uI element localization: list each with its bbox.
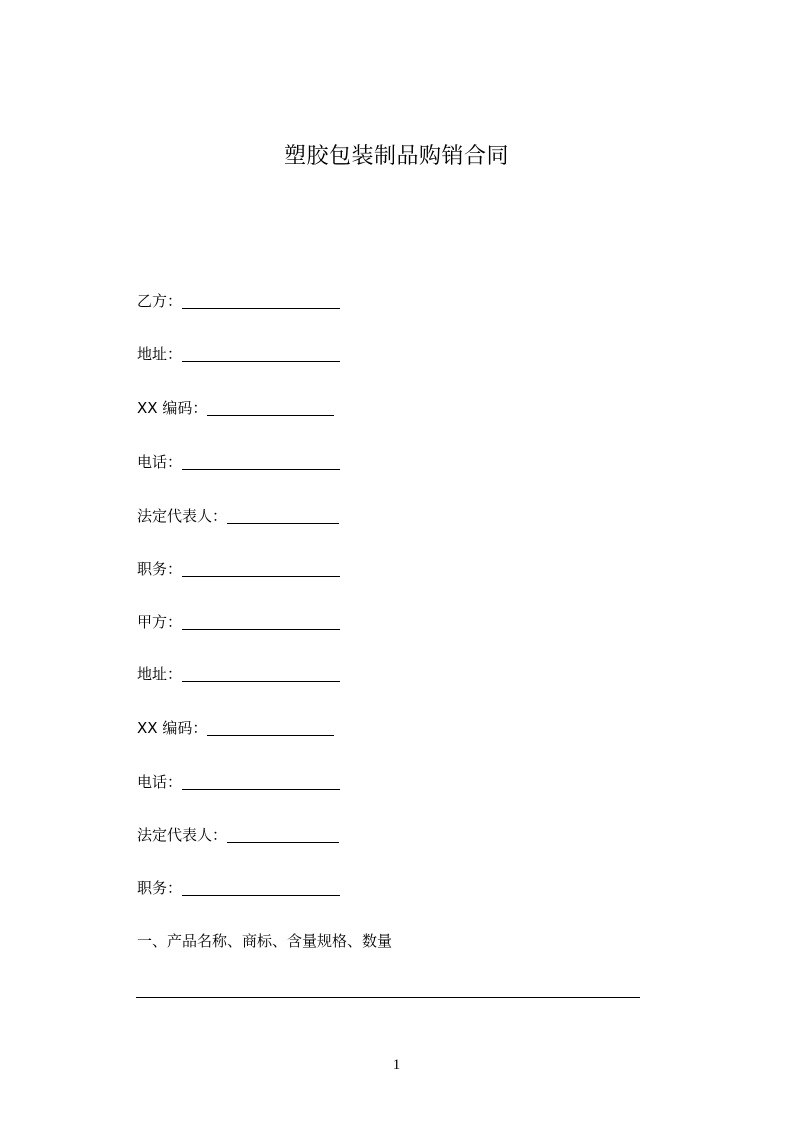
fill-in-line[interactable] — [227, 519, 339, 524]
party-b-position-field — [137, 557, 340, 579]
field-label: 乙方： — [137, 292, 183, 310]
section-heading: 一、产品名称、商标、含量规格、数量 — [137, 932, 393, 950]
fill-in-line[interactable] — [182, 357, 340, 362]
fill-in-line[interactable] — [182, 891, 340, 896]
page-number: 1 — [392, 1057, 401, 1073]
fill-in-line[interactable] — [182, 304, 340, 309]
party-a-address-field — [137, 662, 340, 684]
party-a-phone-field — [137, 770, 340, 792]
field-label: XX 编码： — [137, 719, 208, 737]
party-a-field — [137, 610, 340, 632]
document-title: 塑胶包装制品购销合同 — [283, 144, 509, 169]
fill-in-line[interactable] — [207, 411, 334, 416]
field-label: 法定代表人： — [137, 507, 228, 525]
fill-in-line[interactable] — [182, 625, 340, 630]
field-label: 地址： — [137, 665, 183, 683]
party-a-legal-rep-field — [137, 823, 339, 845]
fill-in-line[interactable] — [182, 465, 340, 470]
fill-in-line[interactable] — [182, 677, 340, 682]
field-label: 职务： — [137, 879, 183, 897]
field-label: 地址： — [137, 345, 183, 363]
party-b-address-field — [137, 342, 340, 364]
field-label: 法定代表人： — [137, 826, 228, 844]
party-b-postcode-field — [137, 396, 334, 418]
fill-in-line[interactable] — [227, 838, 339, 843]
party-a-position-field — [137, 876, 340, 898]
party-b-legal-rep-field — [137, 504, 339, 526]
field-label: 电话： — [137, 773, 183, 791]
party-b-phone-field — [137, 450, 340, 472]
field-label: 电话： — [137, 453, 183, 471]
field-label: XX 编码： — [137, 399, 208, 417]
fill-in-line-full-width[interactable] — [136, 997, 640, 998]
party-a-postcode-field — [137, 716, 334, 738]
fill-in-line[interactable] — [182, 785, 340, 790]
fill-in-line[interactable] — [182, 572, 340, 577]
party-b-field — [137, 289, 340, 311]
field-label: 甲方： — [137, 613, 183, 631]
field-label: 职务： — [137, 560, 183, 578]
fill-in-line[interactable] — [207, 731, 334, 736]
